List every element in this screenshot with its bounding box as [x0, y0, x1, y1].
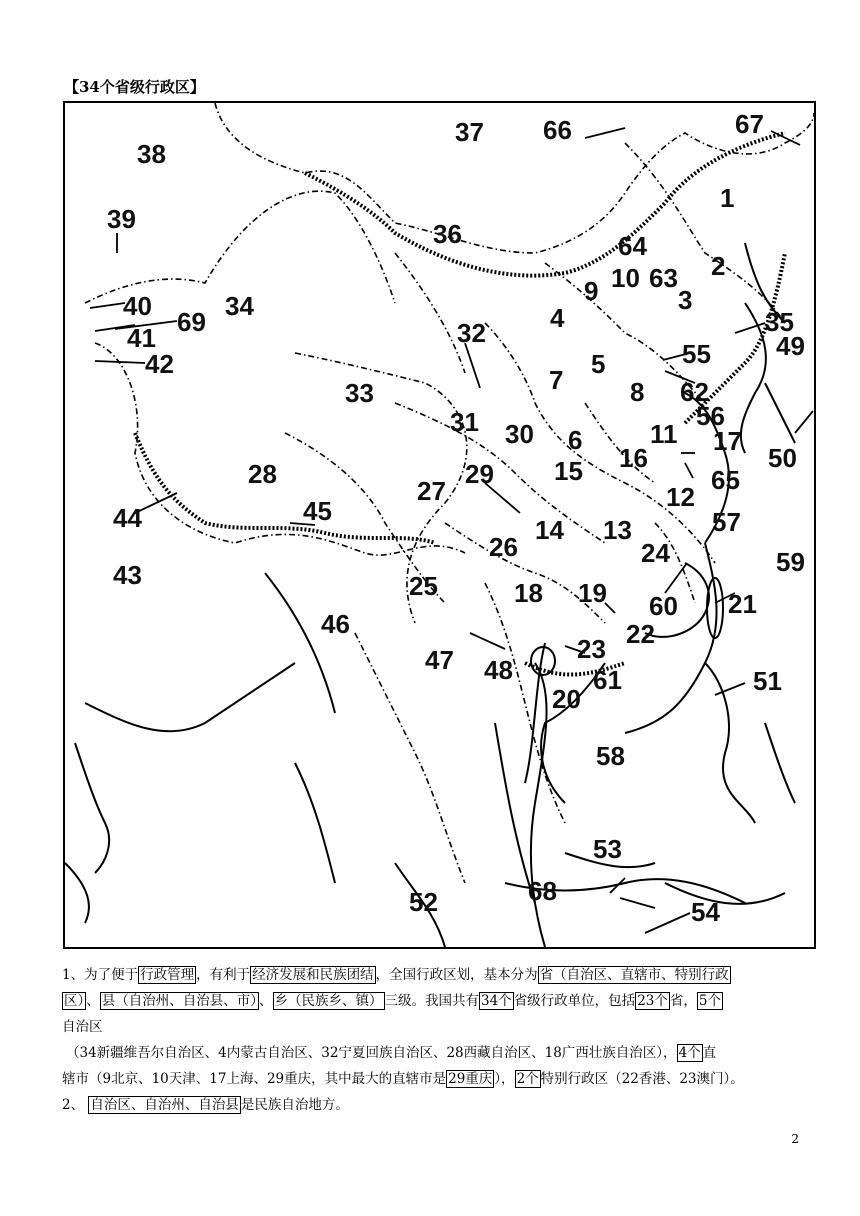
map-label-47: 47	[425, 645, 454, 675]
map-label-5: 5	[591, 349, 606, 379]
map-label-32: 32	[457, 318, 486, 348]
map-label-43: 43	[113, 560, 142, 590]
explanation-text	[62, 962, 807, 1118]
keyword-2: 2个	[516, 1071, 539, 1087]
keyword-county: 县（自治州、自治县、市）	[101, 993, 257, 1009]
keyword-province-b: 区）	[64, 993, 85, 1009]
text-autonomous-label: 自治区	[62, 1019, 103, 1035]
china-administrative-map	[63, 101, 816, 949]
page-number: 2	[791, 1132, 799, 1146]
map-label-42: 42	[145, 349, 174, 379]
keyword-province-a: 省（自治区、直辖市、特别行政	[539, 967, 729, 983]
map-label-18: 18	[514, 578, 543, 608]
map-label-17: 17	[713, 426, 742, 456]
map-label-13: 13	[603, 515, 632, 545]
map-label-30: 30	[505, 419, 534, 449]
section-title: 【34个省级行政区】	[64, 78, 205, 96]
map-label-38: 38	[137, 139, 166, 169]
map-label-23: 23	[577, 634, 606, 664]
map-label-50: 50	[768, 443, 797, 473]
map-label-16: 16	[619, 443, 648, 473]
map-label-15: 15	[554, 456, 583, 486]
map-label-12: 12	[666, 482, 695, 512]
map-label-21: 21	[728, 589, 757, 619]
map-label-14: 14	[535, 515, 564, 545]
map-label-44: 44	[113, 503, 142, 533]
map-label-35: 35	[765, 307, 794, 337]
text-line-1	[62, 962, 807, 988]
map-label-63: 63	[649, 263, 678, 293]
keyword-admin: 行政管理	[140, 967, 195, 983]
map-label-65: 65	[711, 465, 740, 495]
map-label-66: 66	[543, 115, 572, 145]
map-label-29: 29	[465, 459, 494, 489]
keyword-economy: 经济发展和民族团结	[252, 967, 374, 983]
map-label-62: 62	[680, 377, 709, 407]
map-label-60: 60	[649, 591, 678, 621]
map-label-36: 36	[433, 219, 462, 249]
map-label-59: 59	[776, 547, 805, 577]
map-label-33: 33	[345, 378, 374, 408]
keyword-4: 4个	[678, 1045, 701, 1061]
map-label-39: 39	[107, 204, 136, 234]
text-line-4	[62, 1040, 807, 1066]
map-label-6: 6	[568, 425, 583, 455]
text-comma-1: 、	[86, 993, 100, 1009]
map-label-3: 3	[678, 285, 693, 315]
keyword-autonomy: 自治区、自治州、自治县	[90, 1097, 239, 1113]
map-label-27: 27	[417, 476, 446, 506]
map-label-52: 52	[409, 887, 438, 917]
keyword-34: 34个	[481, 993, 512, 1009]
text-line-2	[62, 988, 807, 1014]
text-units: 省级行政单位，包括	[513, 993, 636, 1009]
keyword-23: 23个	[637, 993, 668, 1009]
map-label-9: 9	[584, 276, 599, 306]
text-zhi: 直	[702, 1045, 717, 1061]
map-label-69: 69	[177, 307, 206, 337]
map-label-8: 8	[630, 377, 645, 407]
map-label-56: 56	[696, 401, 725, 431]
map-label-28: 28	[248, 459, 277, 489]
map-label-54: 54	[691, 897, 720, 927]
map-label-40: 40	[123, 291, 152, 321]
map-label-68: 68	[528, 876, 557, 906]
map-label-67: 67	[735, 109, 764, 139]
map-label-31: 31	[450, 407, 479, 437]
text-line-3	[62, 1014, 807, 1040]
text-comma-2: 、	[259, 993, 273, 1009]
text-provinces: 省，	[669, 993, 697, 1009]
keyword-29-chongqing: 29重庆	[448, 1071, 493, 1087]
map-label-7: 7	[549, 365, 564, 395]
keyword-town: 乡（民族乡、镇）	[274, 993, 383, 1009]
paragraph-1-lead: 1、为了便于	[62, 967, 139, 983]
map-label-45: 45	[303, 496, 332, 526]
map-label-61: 61	[593, 665, 622, 695]
map-label-19: 19	[578, 578, 607, 608]
text-division: ，全国行政区划，基本分为	[375, 967, 538, 983]
map-label-25: 25	[409, 571, 438, 601]
map-label-55: 55	[682, 339, 711, 369]
map-label-48: 48	[484, 655, 513, 685]
text-autonomous-list: （34新疆维吾尔自治区、4内蒙古自治区、32宁夏回族自治区、28西藏自治区、18广西壮族自治区），	[66, 1045, 677, 1061]
paragraph-2-lead: 2、	[62, 1097, 85, 1113]
map-label-4: 4	[550, 303, 565, 333]
map-label-11: 11	[650, 419, 678, 449]
text-autonomy: 是民族自治地方。	[240, 1097, 349, 1113]
text-line-5	[62, 1066, 807, 1092]
map-label-64: 64	[618, 231, 647, 261]
text-municipalities: 辖市（9北京、10天津、17上海、29重庆，其中最大的直辖市是	[62, 1071, 447, 1087]
map-label-34: 34	[225, 291, 254, 321]
map-label-53: 53	[593, 834, 622, 864]
map-label-20: 20	[552, 684, 581, 714]
text-three-levels: 三级。我国共有	[384, 993, 479, 1009]
map-label-51: 51	[753, 666, 782, 696]
text-sar: 特别行政区（22香港、23澳门）。	[540, 1071, 744, 1087]
map-label-26: 26	[489, 532, 518, 562]
map-label-2: 2	[711, 251, 726, 281]
map-label-1: 1	[720, 183, 735, 213]
map-label-57: 57	[712, 507, 741, 537]
map-label-24: 24	[641, 538, 670, 568]
keyword-5: 5个	[698, 993, 721, 1009]
map-label-41: 41	[127, 323, 156, 353]
map-label-10: 10	[611, 263, 640, 293]
map-label-58: 58	[596, 741, 625, 771]
map-label-22: 22	[626, 619, 655, 649]
text-favor: ，有利于	[196, 967, 251, 983]
map-label-46: 46	[321, 609, 350, 639]
text-close: ），	[494, 1071, 515, 1087]
map-label-37: 37	[455, 117, 484, 147]
map-label-49: 49	[776, 331, 805, 361]
text-line-6	[62, 1092, 807, 1118]
